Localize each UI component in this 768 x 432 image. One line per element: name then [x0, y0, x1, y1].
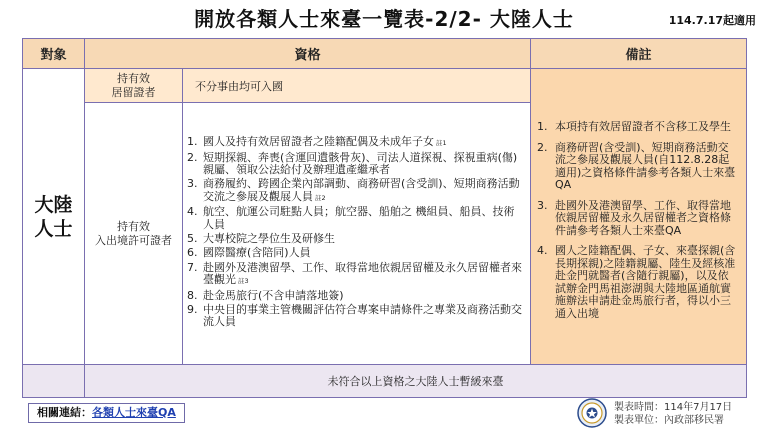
qualification-number: 6.: [187, 246, 198, 260]
note-number: 1.: [537, 120, 548, 133]
qualification-item: [187, 247, 524, 259]
qualification-text: [203, 206, 524, 231]
qualification-number: 7.: [187, 260, 198, 274]
qualification-number: 4.: [187, 205, 198, 219]
qualification-text: [203, 247, 524, 259]
note-item: [537, 245, 738, 320]
qualification-text: [203, 136, 524, 149]
note-item: [537, 200, 738, 238]
eligibility-table: [22, 38, 747, 398]
qualification-number: 2.: [187, 150, 198, 164]
note-number: 4.: [537, 244, 548, 257]
header-notes: 備註: [531, 39, 747, 69]
qualification-text: [203, 233, 524, 245]
qualification-text: [203, 262, 524, 288]
effective-date: 114.7.17起適用: [668, 14, 756, 27]
qualification-item: [187, 206, 524, 231]
related-links: [28, 403, 185, 423]
meta-unit: 製表單位：內政部移民署: [614, 415, 724, 426]
footnote-ref: 註3: [238, 277, 249, 286]
footer-spacer: [23, 365, 85, 398]
meta-date: 製表時間：114年7月17日: [614, 402, 733, 413]
page-title: 開放各類人士來臺一覽表-2/2- 大陸人士: [194, 7, 574, 31]
qualification-item: [187, 178, 524, 204]
qa-link[interactable]: 各類人士來臺QA: [92, 406, 176, 419]
note-item: [537, 142, 738, 192]
footnote-ref: 註2: [315, 193, 326, 202]
note-text: 國人之陸籍配偶、子女、來臺探親(含長期探親)之陸籍親屬、陸生及經核准赴金門就醫者(含隨行親屬)，以及依試辦金門馬祖澎湖與大陸地區通航實施辦法申請赴金馬旅行者，得以小三通入出境: [555, 244, 736, 320]
qualification-text-body: 航空、航運公司駐點人員；航空器、船舶之 機組員、船員、技術人員: [203, 205, 515, 231]
qualification-text: [203, 152, 524, 177]
qualification-item: [187, 233, 524, 245]
qualification-text-body: 赴國外及港澳留學、工作、取得當地依親居留權及永久居留權者來臺觀光: [203, 260, 522, 287]
footnote-ref: 註1: [436, 139, 447, 148]
note-number: 2.: [537, 140, 548, 154]
qualification-text-body: 國人及持有效居留證者之陸籍配偶及未成年子女: [203, 135, 434, 149]
qualification-text-body: 短期探親、奔喪(含運回遺骸骨灰)、司法人道探視、探視重病(傷)親屬、領取公法給付及辦理遺產繼承者: [203, 150, 518, 176]
meta-info: [614, 401, 732, 427]
note-text: 本項持有效居留證者不含移工及學生: [555, 120, 732, 133]
qualifications-list: [187, 136, 524, 329]
qualification-text-body: 國際醫療(含陪同)人員: [203, 246, 311, 260]
agency-seal-icon: [577, 398, 607, 428]
related-label: 相關連結：: [37, 406, 92, 419]
category-entry-permit: [85, 103, 183, 365]
note-text: 商務研習(含受訓)、短期商務活動交流之參展及觀展人員(自112.8.28起適用)之資格條件請參考各類人士來臺QA: [555, 140, 736, 191]
qualification-text: [203, 304, 524, 329]
notes-cell: [531, 69, 747, 365]
footer-message: 未符合以上資格之大陸人士暫緩來臺: [85, 365, 747, 398]
note-item: [537, 121, 738, 134]
qualification-item: [187, 152, 524, 177]
notes-list: [537, 105, 738, 320]
qualification-item: [187, 136, 524, 149]
subject-cell: [23, 69, 85, 365]
qualification-item: [187, 304, 524, 329]
note-text: 赴國外及港澳留學、工作、取得當地依親居留權及永久居留權者之資格條件請參考各類人士來臺QA: [555, 198, 732, 237]
qualification-text: [203, 290, 524, 302]
qualification-number: 5.: [187, 232, 198, 245]
category-residence-permit: [85, 69, 183, 103]
qualification-text: [203, 178, 524, 204]
category-entry-label: 持有效 入出境許可證者: [95, 219, 172, 247]
qualification-item: [187, 262, 524, 288]
qualification-text-body: 商務履約、跨國企業內部調動、商務研習(含受訓)、短期商務活動交流之參展及觀展人員: [203, 177, 520, 203]
qualification-item: [187, 290, 524, 302]
qualification-text-body: 大專校院之學位生及研修生: [203, 232, 335, 245]
category-residence-value: 不分事由均可入國: [183, 69, 531, 103]
category-residence-label: 持有效 居留證者: [111, 71, 156, 99]
qualification-number: 1.: [187, 135, 198, 149]
qualifications-cell: [183, 103, 531, 365]
header-qualifications: 資格: [85, 39, 531, 69]
qualification-number: 8.: [187, 288, 198, 302]
qualification-text-body: 赴金馬旅行(不含申請落地簽): [203, 288, 344, 302]
header-subject: 對象: [23, 39, 85, 69]
note-number: 3.: [537, 198, 548, 212]
qualification-number: 3.: [187, 177, 198, 191]
qualification-number: 9.: [187, 303, 198, 317]
qualification-text-body: 中央目的事業主管機關評估符合專案申請條件之專業及商務活動交流人員: [203, 303, 522, 329]
subject-label: 大陸 人士: [34, 193, 73, 240]
